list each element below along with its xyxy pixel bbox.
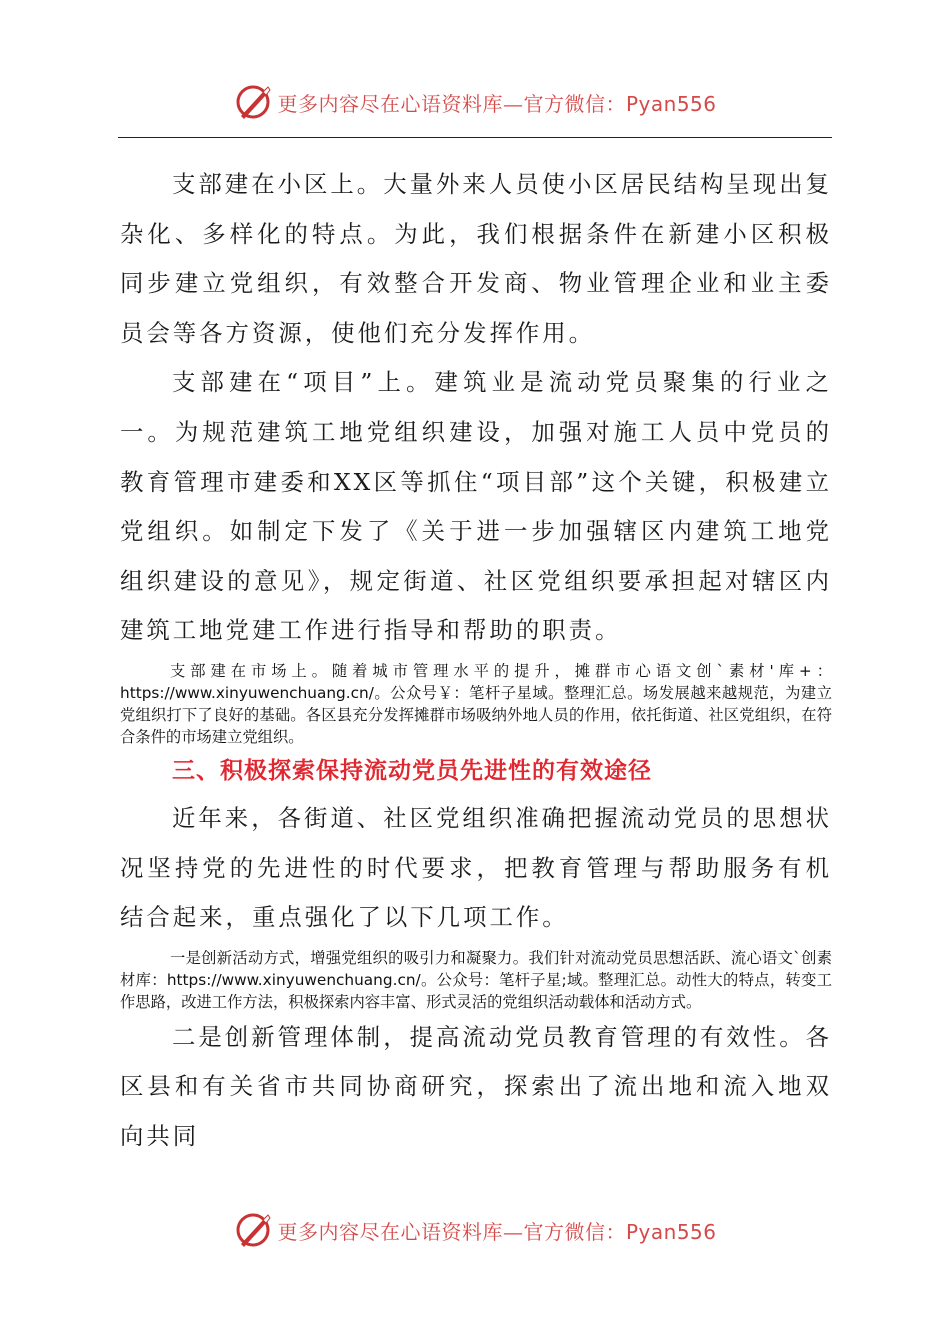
paragraph-intro: 近年来，各街道、社区党组织准确把握流动党员的思想状况坚持党的先进性的时代要求，把教育管理与帮助服务有机结合起来，重点强化了以下几项工作。	[120, 803, 832, 932]
paragraph-innovation-activity: 一是创新活动方式，增强党组织的吸引力和凝聚力。我们针对流动党员思想活跃、流心语文`创素材库：https://www.xinyuwenchuang.cn/。公众号：笔杆子星;域。整理汇总。动性大的特点，转变工作思路，改进工作方法，积极探索内容丰富、形式灵活的党组织活动载体和活动方式。	[120, 948, 832, 1011]
paragraph-management-system: 二是创新管理体制，提高流动党员教育管理的有效性。各区县和有关省市共同协商研究，探索出了流出地和流入地双向共同	[120, 1022, 832, 1150]
header-banner	[0, 80, 950, 124]
banner-text	[277, 1216, 716, 1245]
pen-logo-icon	[233, 1210, 273, 1250]
wechat-id: Pyan556	[625, 1219, 717, 1244]
paragraph-project-branch: 支部建在“项目”上。建筑业是流动党员聚集的行业之一。为规范建筑工地党组织建设，加强对施工人员中党员的教育管理市建委和XX区等抓住“项目部”这个关键，积极建立党组织。如制定下发了《关于进一步加强辖区内建筑工地党组织建设的意见》，规定街道、社区党组织要承担起对辖区内建筑工地党建工作进行指导和帮助的职责。	[120, 368, 832, 645]
banner-slogan: 更多内容尽在心语资料库—官方微信：	[277, 1219, 626, 1244]
paragraph-market-branch: 支部建在市场上。随着城市管理水平的提升，摊群市心语文创`素材'库+：https://www.xinyuwenchuang.cn/。公众号￥：笔杆子星域。整理汇总。场发展越来越规范，为建立党组织打下了良好的基础。各区县充分发挥摊群市场吸纳外地人员的作用，依托街道、社区党组织，在符合条件的市场建立党组织。	[120, 661, 832, 746]
header-divider	[118, 137, 832, 138]
banner-text	[277, 88, 716, 117]
banner-slogan: 更多内容尽在心语资料库—官方微信：	[277, 91, 626, 116]
section-heading: 三、积极探索保持流动党员先进性的有效途径	[172, 757, 652, 784]
document-body	[120, 160, 832, 1162]
footer-banner	[0, 1208, 950, 1252]
pen-logo-icon	[233, 82, 273, 122]
wechat-id: Pyan556	[625, 91, 717, 116]
paragraph-community-branch: 支部建在小区上。大量外来人员使小区居民结构呈现出复杂化、多样化的特点。为此，我们根据条件在新建小区积极同步建立党组织，有效整合开发商、物业管理企业和业主委员会等各方资源，使他们充分发挥作用。	[120, 170, 832, 347]
